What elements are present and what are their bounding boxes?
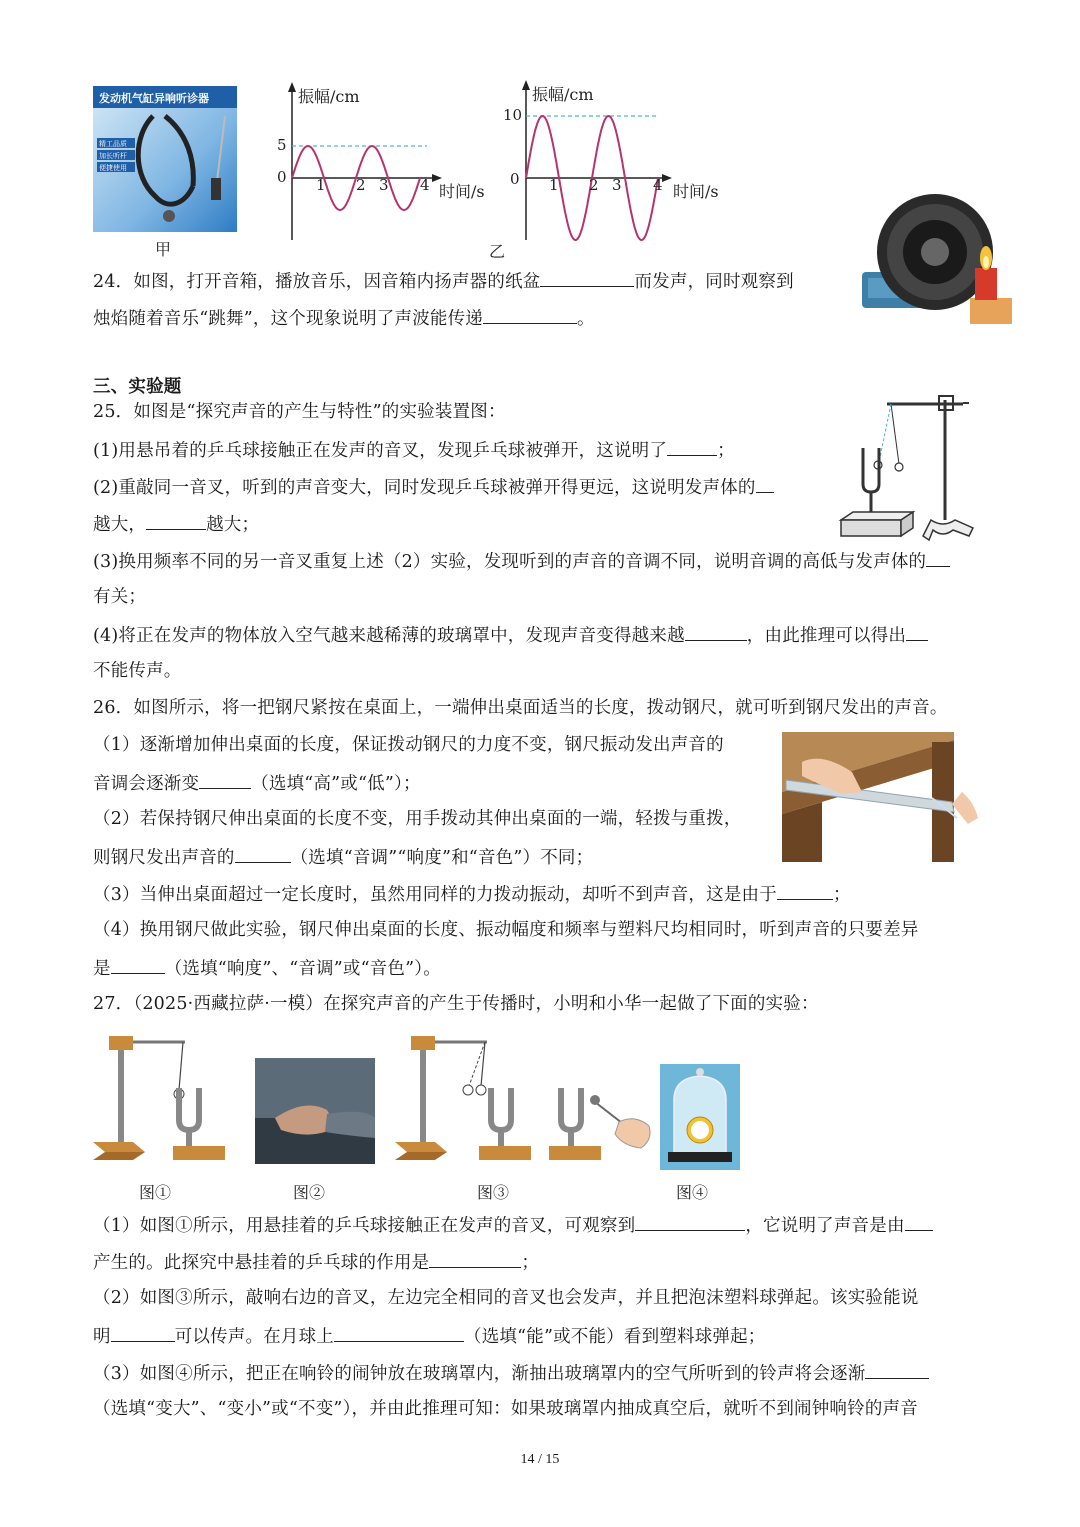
q25-blank-1 — [667, 437, 717, 456]
q25-part-1 — [93, 437, 735, 463]
q27-part-1 — [93, 1212, 933, 1238]
stethoscope-title: 发动机气缸异响听诊器 — [99, 92, 209, 105]
graph-right-xlabel: 时间/s — [673, 182, 719, 201]
q25-part-2-text: (2)重敲同一音叉，听到的声音变大，同时发现乒乓球被弹开得更远，这说明发声体的 — [93, 478, 756, 498]
q25-part-2b-b: 越大； — [206, 515, 260, 535]
q26-part-1b-a: 音调会逐渐变 — [93, 774, 200, 794]
q25-part-4b: 不能传声。 — [93, 661, 182, 681]
graph-right-xtick-1: 1 — [549, 176, 559, 194]
graph-right-ytick: 10 — [503, 106, 523, 124]
speaker-candle-image — [860, 190, 1015, 330]
q26-part-3-b: ； — [832, 885, 851, 905]
q27-blank-5 — [334, 1323, 464, 1342]
q27-blank-6 — [865, 1360, 929, 1379]
section-title: 三、实验题 — [93, 377, 182, 397]
q25-part-1-text: (1)用悬吊着的乒乓球接触正在发声的音叉，发现乒乓球被弹开，这说明了 — [93, 441, 668, 461]
graph-right-ylabel: 振幅/cm — [532, 85, 594, 104]
caption-yi: 乙 — [489, 242, 506, 261]
q26-part-2b-b: （选填“音调”“响度”和“音色”）不同； — [290, 848, 594, 868]
graph-left-xtick-3: 3 — [379, 176, 389, 194]
fig-caption-2: 图② — [293, 1183, 326, 1202]
q24-line-1 — [93, 268, 794, 294]
q27-blank-4 — [111, 1323, 175, 1342]
q24-text-b: 而发声，同时观察到 — [634, 272, 794, 292]
q25-part-4-text: (4)将正在发声的物体放入空气越来越稀薄的玻璃罩中，发现声音变得越来越 — [93, 626, 685, 646]
q25-part-2b — [93, 511, 259, 537]
q24-text-c: 烛焰随着音乐“跳舞”，这个现象说明了声波能传递 — [93, 309, 483, 329]
q25-blank-2 — [756, 474, 774, 493]
q27-part-2b — [93, 1323, 766, 1349]
q26-blank-2 — [235, 844, 291, 863]
q25-part-1-end: ； — [717, 441, 735, 461]
tuning-fork-pendulum-figure — [835, 390, 985, 545]
q26-blank-4 — [111, 955, 165, 974]
q27-blank-3 — [429, 1249, 521, 1268]
q25-part-2 — [93, 474, 774, 500]
q27-part-1b — [93, 1249, 539, 1275]
ruler-table-figure — [782, 732, 982, 862]
q25-part-2b-a: 越大， — [93, 515, 147, 535]
q26-part-2b-a: 则钢尺发出声音的 — [93, 848, 235, 868]
q27-part-2: （2）如图③所示，敲响右边的音叉，左边完全相同的音叉也会发声，并且把泡沫塑料球弹起。该实验能说 — [93, 1288, 919, 1308]
graph-left-ylabel: 振幅/cm — [298, 87, 360, 106]
fig-caption-3: 图③ — [477, 1183, 510, 1202]
q27-part-1b-b: ； — [521, 1253, 540, 1273]
graph-left-xtick-2: 2 — [356, 176, 366, 194]
graph-left-origin: 0 — [277, 168, 287, 186]
q25-intro: 25．如图是“探究声音的产生与特性”的实验装置图： — [93, 402, 506, 422]
stethoscope-feature-1: 精工品质 — [99, 140, 127, 148]
q24-text-a: 24．如图，打开音箱，播放音乐，因音箱内扬声器的纸盆 — [93, 272, 541, 292]
q27-part-2b-a: 明 — [93, 1327, 111, 1347]
q24-blank-2 — [483, 305, 577, 324]
q25-part-3 — [93, 548, 950, 574]
page-number: 14 / 15 — [520, 1452, 560, 1467]
q25-blank-6 — [906, 622, 928, 641]
graph-left-ytick: 5 — [277, 136, 287, 154]
graph-left-xlabel: 时间/s — [439, 182, 485, 201]
q26-part-1b — [93, 770, 421, 796]
q26-part-2b — [93, 844, 593, 870]
stethoscope-feature-3: 便捷使用 — [99, 164, 127, 172]
q27-blank-1 — [635, 1212, 745, 1231]
stethoscope-image — [93, 86, 237, 232]
figure-2-fist-photo — [255, 1058, 375, 1164]
q27-part-1-b: ，它说明了声音是由 — [745, 1216, 905, 1236]
fig-caption-4: 图④ — [676, 1183, 709, 1202]
figure-3-two-forks — [395, 1030, 655, 1165]
caption-jia: 甲 — [155, 240, 172, 259]
graph-right-xtick-2: 2 — [589, 176, 599, 194]
q26-blank-3 — [777, 881, 833, 900]
figure-1-pendulum-fork — [93, 1030, 233, 1165]
q27-intro: 27．（2025·西藏拉萨·一模）在探究声音的产生于传播时，小明和小华一起做了下面的实验： — [93, 994, 819, 1014]
figure-4-bell-jar-photo — [660, 1064, 740, 1170]
q26-part-3 — [93, 881, 851, 907]
q25-part-3-text: (3)换用频率不同的另一音叉重复上述（2）实验，发现听到的声音的音调不同，说明音调的高低与发声体的 — [93, 552, 927, 572]
q26-part-4: （4）换用钢尺做此实验，钢尺伸出桌面的长度、振动幅度和频率与塑料尺均相同时，听到声音的只要差异 — [93, 920, 919, 940]
q24-text-d: 。 — [577, 309, 595, 329]
q27-part-2b-c: （选填“能”或不能）看到塑料球弹起； — [464, 1327, 766, 1347]
q26-part-4b-a: 是 — [93, 959, 111, 979]
q27-part-1-a: （1）如图①所示，用悬挂着的乒乓球接触正在发声的音叉，可观察到 — [93, 1216, 636, 1236]
q26-part-1b-b: （选填“高”或“低”）； — [251, 774, 421, 794]
q26-part-4b-b: （选填“响度”、“音调”或“音色”）。 — [164, 959, 441, 979]
q25-blank-3 — [146, 511, 206, 530]
q27-part-2b-b: 可以传声。在月球上 — [174, 1327, 335, 1347]
fig-caption-1: 图① — [139, 1183, 172, 1202]
graph-left-xtick-4: 4 — [420, 176, 430, 194]
graph-right-xtick-4: 4 — [653, 176, 663, 194]
q27-part-3-a: （3）如图④所示，把正在响铃的闹钟放在玻璃罩内，渐抽出玻璃罩内的空气所听到的铃声将会逐渐 — [93, 1364, 866, 1384]
q26-blank-1 — [199, 770, 251, 789]
q26-part-2: （2）若保持钢尺伸出桌面的长度不变，用手拨动其伸出桌面的一端，轻拨与重拨， — [93, 809, 742, 829]
q25-part-4 — [93, 622, 928, 648]
stethoscope-feature-2: 加长听杆 — [99, 152, 127, 160]
q25-blank-5 — [685, 622, 747, 641]
q25-part-4-mid: ，由此推理可以得出 — [746, 626, 907, 646]
q26-part-3-a: （3）当伸出桌面超过一定长度时，虽然用同样的力拨动振动，却听不到声音，这是由于 — [93, 885, 777, 905]
graph-left-xtick-1: 1 — [316, 176, 326, 194]
q27-part-3b: （选填“变大”、“变小”或“不变”），并由此推理可知：如果玻璃罩内抽成真空后，就听不到闹钟响铃的声音 — [93, 1399, 918, 1419]
graph-right-origin: 0 — [510, 170, 520, 188]
q25-part-3b: 有关； — [93, 587, 147, 607]
q26-intro: 26．如图所示，将一把钢尺紧按在桌面上，一端伸出桌面适当的长度，拨动钢尺，就可听到钢尺发出的声音。 — [93, 698, 948, 718]
q27-part-3 — [93, 1360, 929, 1386]
q24-line-2 — [93, 305, 595, 331]
q25-blank-4 — [926, 548, 950, 567]
q27-blank-2 — [905, 1212, 933, 1231]
q26-part-1: （1）逐渐增加伸出桌面的长度，保证拨动钢尺的力度不变，钢尺振动发出声音的 — [93, 735, 724, 755]
q27-part-1b-a: 产生的。此探究中悬挂着的乒乓球的作用是 — [93, 1253, 430, 1273]
q26-part-4b — [93, 955, 441, 981]
q24-blank-1 — [540, 268, 634, 287]
graph-right-xtick-3: 3 — [612, 176, 622, 194]
